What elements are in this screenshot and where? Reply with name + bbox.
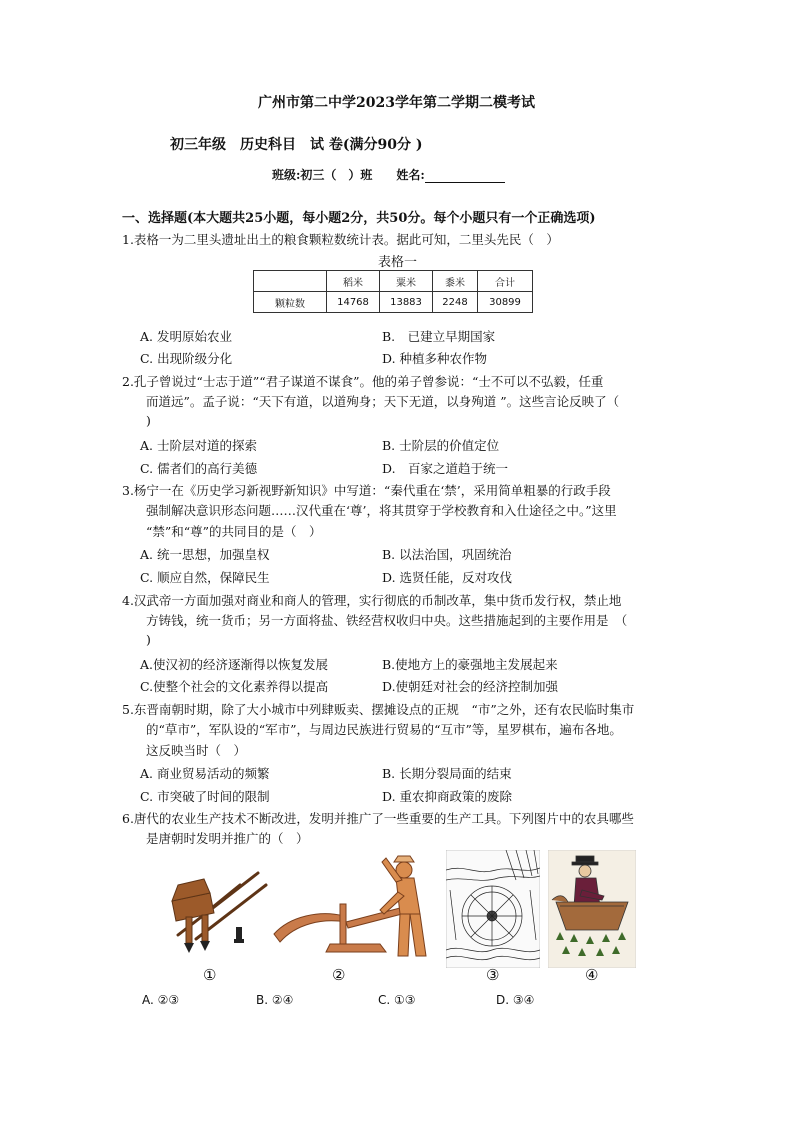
q6-option-a[interactable]: A. ②③: [142, 993, 180, 1007]
pic-label-2: ②: [332, 966, 346, 984]
q6-stem-line1: 6.唐代的农业生产技术不断改进，发明并推广了一些重要的生产工具。下列图片中的农具哪些: [122, 811, 634, 826]
exam-subtitle: 初三年级 历史科目 试 卷(满分90分 ): [170, 137, 423, 153]
q1-stem: 1.表格一为二里头遗址出土的粮食颗粒数统计表。据此可知，二里头先民（ ）: [122, 232, 559, 247]
q5-stem-line2: 的“草市”，军队设的“军市”，与周边民族进行贸易的“互市”等，星罗棋布，遍布各地。: [146, 722, 622, 737]
q1-option-a[interactable]: A. 发明原始农业: [140, 329, 232, 344]
q5-option-a[interactable]: A. 商业贸易活动的频繁: [140, 766, 270, 781]
q2-option-d[interactable]: D. 百家之道趋于统一: [382, 461, 509, 476]
q4-stem-line1: 4.汉武帝一方面加强对商业和商人的管理，实行彻底的币制改革，集中货币发行权，禁止地: [122, 593, 622, 608]
q5-option-b[interactable]: B. 长期分裂局面的结束: [382, 766, 512, 781]
q2-option-b[interactable]: B. 士阶层的价值定位: [382, 438, 500, 453]
q3-option-c[interactable]: C. 顺应自然，保障民生: [140, 570, 270, 585]
table-header-cell: 粟米: [380, 271, 433, 292]
table-header-cell: 黍米: [433, 271, 478, 292]
q1-option-d[interactable]: D. 种植多种农作物: [382, 351, 488, 366]
q4-option-d[interactable]: D.使朝廷对社会的经济控制加强: [382, 679, 559, 694]
section-heading: 一、选择题(本大题共25小题，每小题2分，共50分。每个小题只有一个正确选项): [122, 211, 596, 226]
table-header-row: [254, 271, 533, 292]
table-header-cell: 合计: [478, 271, 533, 292]
q3-option-a[interactable]: A. 统一思想，加强皇权: [140, 547, 270, 562]
table-row: [254, 292, 533, 313]
table-cell: 30899: [478, 292, 533, 313]
table-cell: 2248: [433, 292, 478, 313]
table-cell: 14768: [327, 292, 380, 313]
table-header-cell: 稻米: [327, 271, 380, 292]
q2-stem-line3: ): [146, 413, 151, 428]
q2-stem-line2: 而道远”。孟子说：“天下有道，以道殉身；天下无道，以身殉道 ”。这些言论反映了（: [146, 394, 620, 409]
q3-option-d[interactable]: D. 选贤任能，反对攻伐: [382, 570, 513, 585]
q5-stem-line3: 这反映当时（ ）: [146, 743, 247, 758]
seedling-boat-image: [548, 850, 636, 968]
grain-table: [253, 270, 533, 313]
q1-option-b[interactable]: B. 已建立早期国家: [382, 329, 496, 344]
q4-stem-line3: ): [146, 632, 151, 647]
q2-option-a[interactable]: A. 士阶层对道的探索: [140, 438, 257, 453]
q6-option-b[interactable]: B. ②④: [256, 993, 294, 1007]
q6-stem-line2: 是唐朝时发明并推广的（ ）: [146, 831, 309, 846]
class-name-line: [272, 166, 505, 183]
class-name-label: 班级:初三（ ）班 姓名:: [272, 168, 425, 182]
curved-plough-image: [270, 852, 440, 968]
q4-stem-line2: 方铸钱，统一货币；另一方面将盐、铁经营权收归中央。这些措施起到的主要作用是 （: [146, 613, 628, 628]
q6-option-c[interactable]: C. ①③: [378, 993, 416, 1007]
pic-label-3: ③: [486, 966, 500, 984]
q6-option-d[interactable]: D. ③④: [496, 993, 535, 1007]
exam-title: 广州市第二中学2023学年第二学期二模考试: [258, 95, 535, 111]
q4-option-b[interactable]: B.使地方上的豪强地主发展起来: [382, 657, 558, 672]
pic-label-4: ④: [585, 966, 599, 984]
table-header-cell: [254, 271, 327, 292]
seed-drill-image: [158, 855, 270, 967]
table-cell: 13883: [380, 292, 433, 313]
table-cell: 颗粒数: [254, 292, 327, 313]
pic-label-1: ①: [203, 966, 217, 984]
q2-stem-line1: 2.孔子曾说过“士志于道”“君子谋道不谋食”。他的弟子曾参说：“士不可以不弘毅，任重: [122, 374, 604, 389]
q4-option-a[interactable]: A.使汉初的经济逐渐得以恢复发展: [140, 657, 329, 672]
q4-option-c[interactable]: C.使整个社会的文化素养得以提高: [140, 679, 329, 694]
q2-option-c[interactable]: C. 儒者们的高行美德: [140, 461, 258, 476]
q5-option-c[interactable]: C. 市突破了时间的限制: [140, 789, 270, 804]
q3-stem-line2: 强制解决意识形态问题……汉代重在‘尊’，将其贯穿于学校教育和入仕途径之中。”这里: [146, 503, 617, 518]
waterwheel-image: [446, 850, 540, 968]
q5-stem-line1: 5.东晋南朝时期，除了大小城市中列肆贩卖、摆摊设点的正规 “市”之外，还有农民临时集市: [122, 702, 635, 717]
q3-stem-line1: 3.杨宁一在《历史学习新视野新知识》中写道：“秦代重在‘禁’，采用简单粗暴的行政手段: [122, 483, 611, 498]
table-caption: 表格一: [378, 255, 418, 270]
q1-option-c[interactable]: C. 出现阶级分化: [140, 351, 233, 366]
name-blank: [425, 170, 505, 183]
q5-option-d[interactable]: D. 重农抑商政策的废除: [382, 789, 513, 804]
q3-stem-line3: “禁”和“尊”的共同目的是（ ）: [146, 524, 322, 539]
q3-option-b[interactable]: B. 以法治国，巩固统治: [382, 547, 512, 562]
